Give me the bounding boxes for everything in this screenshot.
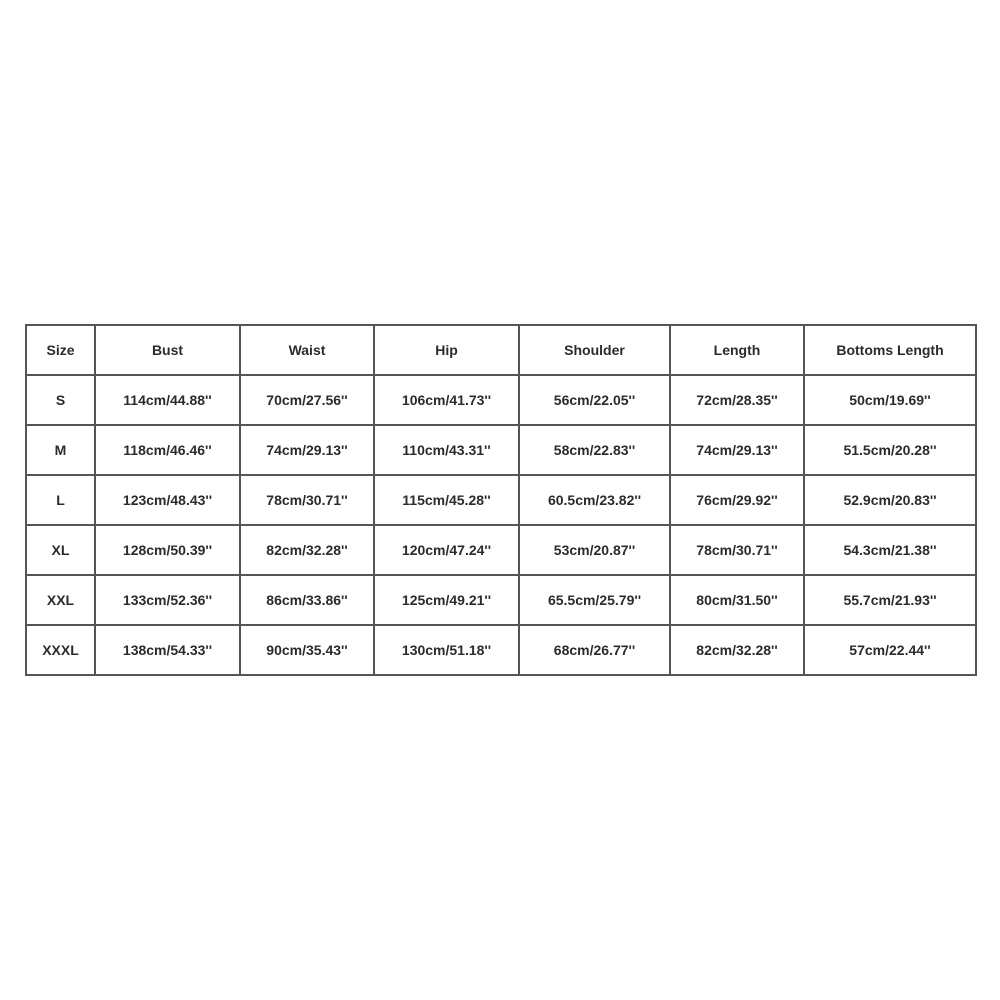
table-row [26,525,976,575]
table-row [26,475,976,525]
table-row [26,425,976,475]
cell-bust: 138cm/54.33'' [95,625,240,675]
table-row [26,625,976,675]
cell-hip: 115cm/45.28'' [374,475,519,525]
header-hip: Hip [374,325,519,375]
cell-bottoms-length: 52.9cm/20.83'' [804,475,976,525]
cell-shoulder: 53cm/20.87'' [519,525,670,575]
cell-hip: 130cm/51.18'' [374,625,519,675]
cell-hip: 125cm/49.21'' [374,575,519,625]
cell-length: 76cm/29.92'' [670,475,804,525]
cell-size: M [26,425,95,475]
cell-hip: 110cm/43.31'' [374,425,519,475]
cell-bust: 123cm/48.43'' [95,475,240,525]
cell-hip: 120cm/47.24'' [374,525,519,575]
cell-bust: 133cm/52.36'' [95,575,240,625]
cell-length: 78cm/30.71'' [670,525,804,575]
header-shoulder: Shoulder [519,325,670,375]
cell-waist: 82cm/32.28'' [240,525,374,575]
size-chart-table [25,324,977,676]
table-row [26,375,976,425]
cell-length: 80cm/31.50'' [670,575,804,625]
cell-bottoms-length: 50cm/19.69'' [804,375,976,425]
cell-size: XXXL [26,625,95,675]
table-row [26,575,976,625]
cell-length: 82cm/32.28'' [670,625,804,675]
header-size: Size [26,325,95,375]
cell-bust: 118cm/46.46'' [95,425,240,475]
header-bust: Bust [95,325,240,375]
cell-shoulder: 65.5cm/25.79'' [519,575,670,625]
cell-size: XL [26,525,95,575]
cell-hip: 106cm/41.73'' [374,375,519,425]
header-bottoms-length: Bottoms Length [804,325,976,375]
cell-length: 74cm/29.13'' [670,425,804,475]
header-row [26,325,976,375]
size-chart-body [26,375,976,675]
cell-size: S [26,375,95,425]
cell-size: L [26,475,95,525]
cell-shoulder: 56cm/22.05'' [519,375,670,425]
cell-bottoms-length: 51.5cm/20.28'' [804,425,976,475]
cell-size: XXL [26,575,95,625]
cell-waist: 86cm/33.86'' [240,575,374,625]
cell-length: 72cm/28.35'' [670,375,804,425]
cell-waist: 74cm/29.13'' [240,425,374,475]
cell-waist: 90cm/35.43'' [240,625,374,675]
cell-bust: 114cm/44.88'' [95,375,240,425]
cell-shoulder: 60.5cm/23.82'' [519,475,670,525]
cell-bust: 128cm/50.39'' [95,525,240,575]
cell-bottoms-length: 54.3cm/21.38'' [804,525,976,575]
header-waist: Waist [240,325,374,375]
cell-waist: 70cm/27.56'' [240,375,374,425]
cell-shoulder: 68cm/26.77'' [519,625,670,675]
cell-bottoms-length: 55.7cm/21.93'' [804,575,976,625]
header-length: Length [670,325,804,375]
cell-waist: 78cm/30.71'' [240,475,374,525]
cell-shoulder: 58cm/22.83'' [519,425,670,475]
cell-bottoms-length: 57cm/22.44'' [804,625,976,675]
